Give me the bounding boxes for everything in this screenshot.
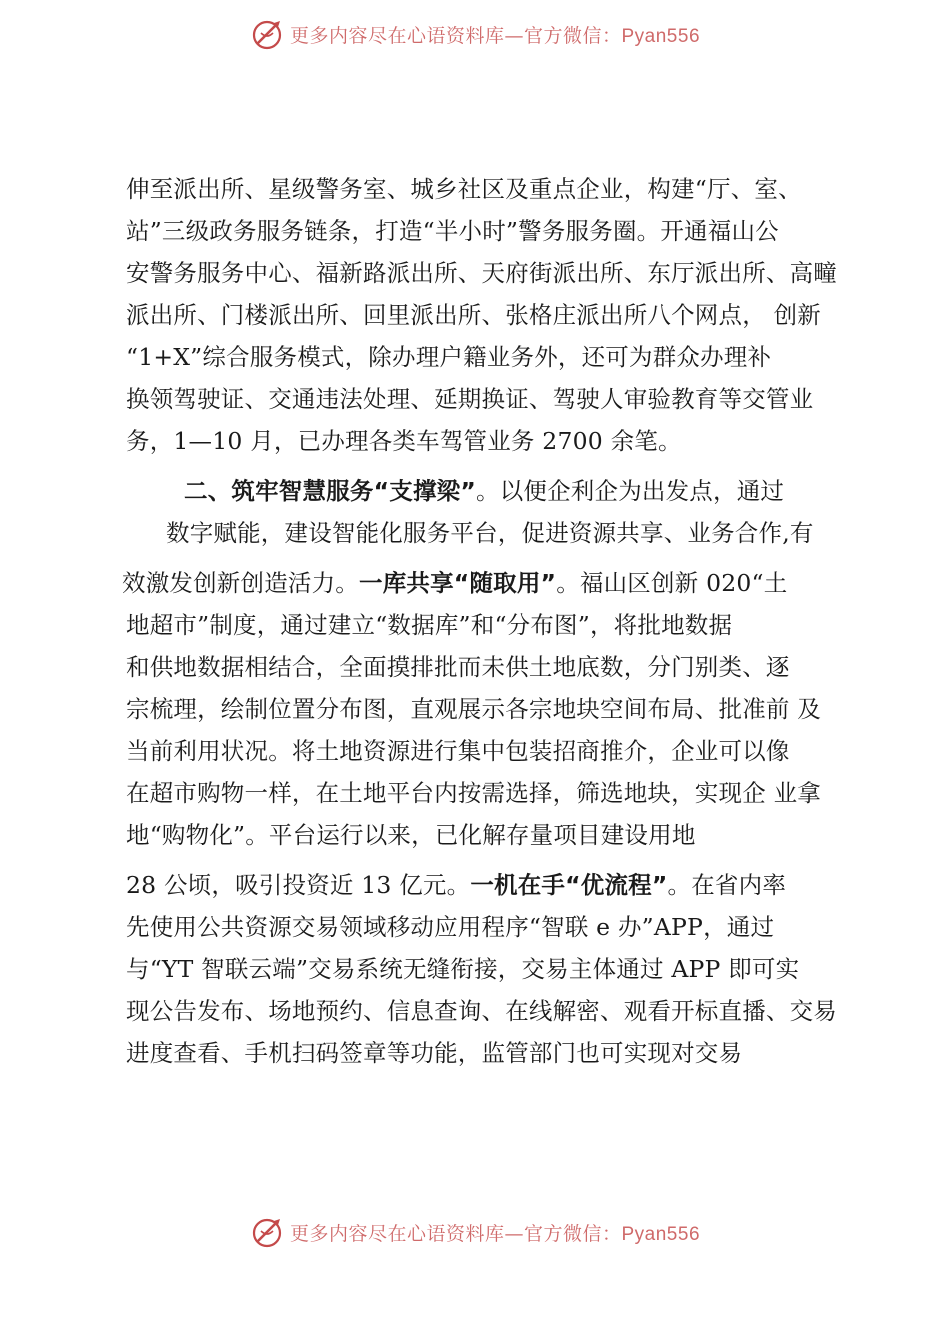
paragraph-line: 伸至派出所、星级警务室、城乡社区及重点企业，构建“厅、室、 (126, 175, 802, 203)
watermark-text: 更多内容尽在心语资料库—官方微信：Pyan556 (289, 24, 701, 47)
paragraph-line: 站”三级政务服务链条，打造“半小时”警务服务圈。开通福山公 (126, 217, 779, 245)
paragraph-line: 当前利用状况。将土地资源进行集中包装招商推介，企业可以像 (126, 737, 790, 765)
paragraph-line: 在超市购物一样，在土地平台内按需选择，筛选地块，实现企 业拿 (126, 779, 821, 807)
section-heading: 二、筑牢智慧服务“支撑梁” (184, 477, 476, 505)
paragraph-line: 换领驾驶证、交通违法处理、延期换证、驾驶人审验教育等交管业 (126, 385, 814, 413)
watermark-text: 更多内容尽在心语资料库—官方微信：Pyan556 (289, 1222, 701, 1245)
paragraph-line: 与“YT 智联云端”交易系统无缝衔接，交易主体通过 APP 即可实 (126, 955, 800, 983)
bold-subheading: 一库共享“随取用” (359, 569, 557, 597)
footer-watermark (0, 1210, 950, 1254)
wechat-id: Pyan556 (621, 1223, 701, 1245)
document-body (122, 168, 848, 1074)
paragraph-line: 先使用公共资源交易领域移动应用程序“智联 e 办”APP，通过 (126, 913, 775, 941)
paragraph-line: 宗梳理，绘制位置分布图，直观展示各宗地块空间布局、批准前 及 (126, 695, 821, 723)
logo-icon (250, 1215, 284, 1249)
paragraph-line: “1+X”综合服务模式，除办理户籍业务外，还可为群众办理补 (126, 343, 772, 371)
paragraph-line: 务，1—10 月，已办理各类车驾管业务 2700 余笔。 (126, 427, 682, 455)
paragraph-line: 安警务服务中心、福新路派出所、天府街派出所、东厅派出所、高疃 (126, 259, 837, 287)
logo-icon (250, 17, 284, 51)
bold-subheading: 一机在手“优流程” (470, 871, 668, 899)
paragraph-line: 和供地数据相结合，全面摸排批而未供土地底数，分门别类、逐 (126, 653, 790, 681)
paragraph-line: 现公告发布、场地预约、信息查询、在线解密、观看开标直播、交易 (126, 997, 837, 1025)
paragraph-line: 进度查看、手机扫码签章等功能，监管部门也可实现对交易 (126, 1039, 743, 1067)
wechat-id: Pyan556 (621, 25, 701, 47)
paragraph-line: 派出所、门楼派出所、回里派出所、张格庄派出所八个网点， 创新 (126, 301, 821, 329)
paragraph-line: 28 公顷，吸引投资近 13 亿元。一机在手“优流程”。在省内率 (126, 871, 787, 899)
header-watermark (0, 12, 950, 56)
section-heading-line: 二、筑牢智慧服务“支撑梁”。以便企利企为出发点，通过 (184, 477, 785, 505)
paragraph-line: 数字赋能，建设智能化服务平台，促进资源共享、业务合作,有 (166, 519, 814, 547)
paragraph-line: 效激发创新创造活力。一库共享“随取用”。福山区创新 020“土 (122, 569, 788, 597)
paragraph-line: 地“购物化”。平台运行以来，已化解存量项目建设用地 (126, 821, 696, 849)
paragraph-line: 地超市”制度，通过建立“数据库”和“分布图”，将批地数据 (126, 611, 733, 639)
